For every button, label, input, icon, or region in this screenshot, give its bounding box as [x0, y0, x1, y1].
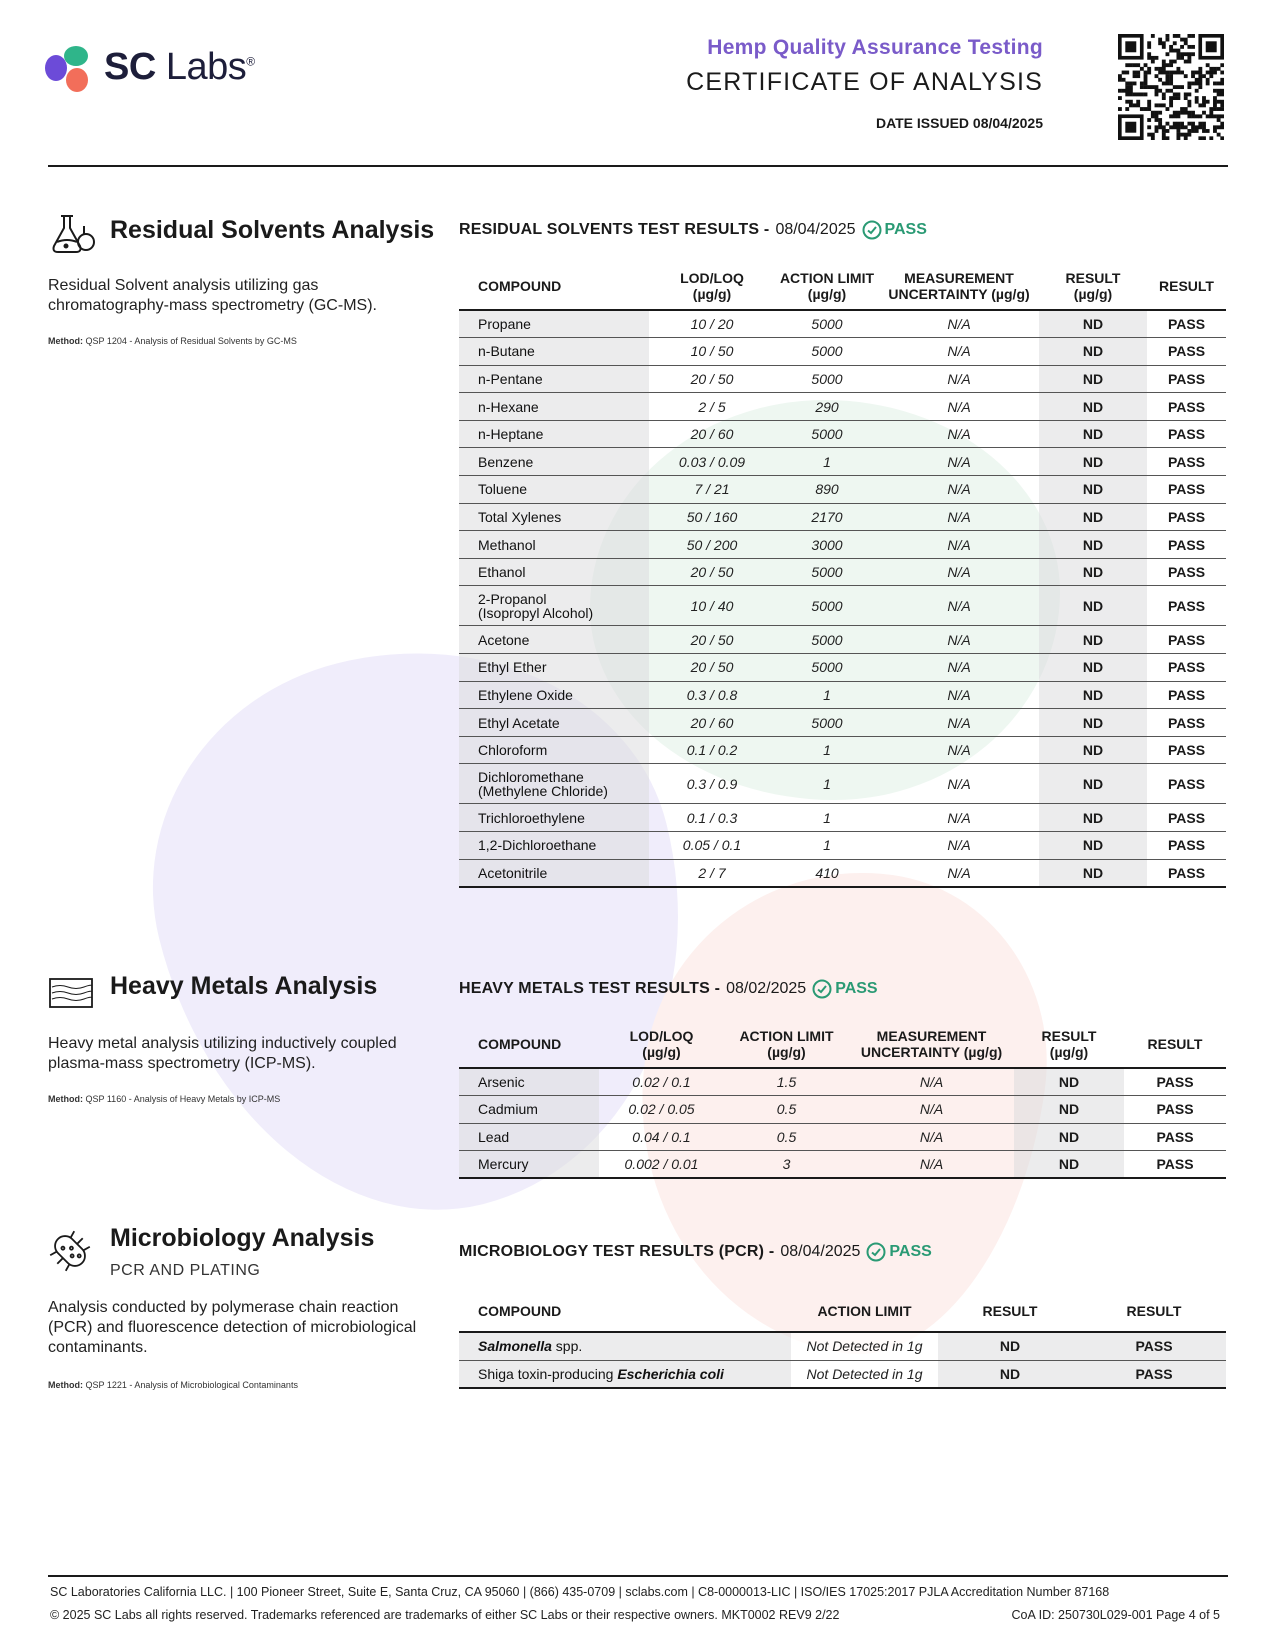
result-status: PASS	[1167, 631, 1206, 648]
action-limit: 1	[823, 742, 831, 759]
table-row	[459, 531, 1226, 559]
table-row	[459, 626, 1226, 654]
action-limit: 2170	[811, 508, 843, 525]
action-limit: Not Detected in 1g	[791, 1360, 938, 1388]
metals-pass-badge: PASS	[812, 979, 877, 999]
measurement-uncertainty: N/A	[947, 343, 971, 360]
result-status: PASS	[1167, 597, 1206, 614]
table-row	[459, 1123, 1226, 1151]
action-limit: 0.5	[776, 1128, 797, 1145]
result-status: PASS	[1167, 508, 1206, 525]
action-limit: 1	[823, 775, 831, 792]
action-limit: Not Detected in 1g	[791, 1332, 938, 1360]
measurement-uncertainty: N/A	[947, 536, 971, 553]
footer-copyright	[50, 1608, 1230, 1622]
table-row	[459, 448, 1226, 476]
result-status: PASS	[1167, 316, 1206, 333]
result-value: ND	[1039, 503, 1147, 531]
lod-loq: 7 / 21	[694, 481, 730, 498]
residual-description: Residual Solvent analysis utilizing gas chromatography-mass spectrometry (GC-MS).	[48, 277, 377, 314]
compound-name: Mercury	[459, 1151, 599, 1179]
measurement-uncertainty: N/A	[947, 837, 971, 854]
measurement-uncertainty: N/A	[947, 686, 971, 703]
check-circle-icon	[862, 220, 882, 240]
column-header: MEASUREMENT UNCERTAINTY (µg/g)	[888, 269, 1030, 302]
result-value: ND	[1039, 338, 1147, 366]
result-status: PASS	[1167, 370, 1206, 387]
compound-name: Methanol	[459, 531, 649, 559]
column-header: COMPOUND	[478, 277, 562, 294]
result-value: ND	[1039, 736, 1147, 764]
compound-name: Arsenic	[459, 1068, 599, 1096]
footer-copyright-text: © 2025 SC Labs all rights reserved. Trademarks referenced are trademarks of either SC Labs or their respective owners. MKT0002 REV9 2/22	[50, 1608, 840, 1622]
table-row	[459, 764, 1226, 804]
column-header: ACTION LIMIT	[817, 1302, 912, 1319]
lod-loq: 10 / 40	[690, 597, 734, 614]
residual-method: Method: QSP 1204 - Analysis of Residual Solvents by GC-MS	[48, 336, 297, 346]
micro-method: Method: QSP 1221 - Analysis of Microbiological Contaminants	[48, 1380, 298, 1390]
action-limit: 3	[782, 1156, 791, 1173]
action-limit: 1	[823, 453, 831, 470]
column-header: RESULT	[1147, 1035, 1203, 1052]
lod-loq: 20 / 50	[690, 659, 734, 676]
table-row	[459, 503, 1226, 531]
compound-name: Acetone	[459, 626, 649, 654]
action-limit: 410	[815, 864, 839, 881]
result-value: ND	[1039, 764, 1147, 804]
table-row	[459, 365, 1226, 393]
table-row	[459, 736, 1226, 764]
result-value: ND	[1014, 1096, 1124, 1124]
measurement-uncertainty: N/A	[947, 775, 971, 792]
table-row	[459, 338, 1226, 366]
column-header: RESULT	[1126, 1302, 1182, 1319]
result-value: ND	[1039, 832, 1147, 860]
table-row	[459, 1332, 1226, 1360]
sc-labs-logo	[42, 42, 272, 102]
micro-results-date: 08/04/2025	[780, 1243, 861, 1260]
date-issued: DATE ISSUED 08/04/2025	[875, 115, 1043, 131]
result-value: ND	[1039, 586, 1147, 626]
column-header: RESULT	[1159, 277, 1214, 294]
result-value: ND	[1039, 709, 1147, 737]
measurement-uncertainty: N/A	[947, 809, 971, 826]
lod-loq: 2 / 7	[698, 864, 726, 881]
result-status: PASS	[1167, 564, 1206, 581]
result-status: PASS	[1167, 426, 1206, 443]
measurement-uncertainty: N/A	[947, 481, 971, 498]
compound-name: Dichloromethane (Methylene Chloride)	[459, 764, 649, 804]
compound-name: Ethylene Oxide	[459, 681, 649, 709]
lod-loq: 20 / 60	[690, 714, 734, 731]
metal-bars-icon	[48, 975, 96, 1019]
result-status: PASS	[1156, 1128, 1194, 1145]
report-title: CERTIFICATE OF ANALYSIS	[686, 68, 1043, 96]
compound-name: Cadmium	[459, 1096, 599, 1124]
action-limit: 5000	[811, 426, 843, 443]
check-circle-icon	[812, 979, 832, 999]
lod-loq: 0.1 / 0.3	[686, 809, 738, 826]
compound-name: n-Hexane	[459, 393, 649, 421]
result-value: ND	[1039, 531, 1147, 559]
measurement-uncertainty: N/A	[947, 597, 971, 614]
result-status: PASS	[1167, 809, 1206, 826]
result-status: PASS	[1082, 1332, 1226, 1360]
compound-name: Ethanol	[459, 558, 649, 586]
compound-name: Chloroform	[459, 736, 649, 764]
footer-coa-id: CoA ID: 250730L029-001 Page 4 of 5	[1011, 1608, 1220, 1622]
result-value: ND	[1039, 626, 1147, 654]
residual-results-header	[459, 220, 927, 240]
lod-loq: 0.1 / 0.2	[686, 742, 738, 759]
action-limit: 5000	[811, 370, 843, 387]
logo-text-bold: SC	[104, 46, 156, 88]
lod-loq: 50 / 200	[686, 536, 738, 553]
qr-code-icon[interactable]	[1118, 34, 1224, 140]
column-header: LOD/LOQ (µg/g)	[680, 269, 744, 302]
micro-description: Analysis conducted by polymerase chain reaction (PCR) and fluorescence detection of microbiological contaminants.	[48, 1299, 417, 1356]
result-status: PASS	[1167, 536, 1206, 553]
table-row	[459, 310, 1226, 338]
column-header: RESULT (µg/g)	[1065, 269, 1121, 302]
compound-name: n-Pentane	[459, 365, 649, 393]
action-limit: 5000	[811, 714, 843, 731]
compound-name: Trichloroethylene	[459, 804, 649, 832]
measurement-uncertainty: N/A	[947, 864, 971, 881]
result-value: ND	[1039, 681, 1147, 709]
table-row	[459, 558, 1226, 586]
residual-results-date: 08/04/2025	[775, 221, 856, 238]
action-limit: 5000	[811, 597, 843, 614]
table-row	[459, 709, 1226, 737]
compound-name: Ethyl Ether	[459, 654, 649, 682]
compound-name: Acetonitrile	[459, 859, 649, 887]
result-value: ND	[1039, 365, 1147, 393]
compound-name: Ethyl Acetate	[459, 709, 649, 737]
result-value: ND	[938, 1360, 1082, 1388]
result-status: PASS	[1156, 1156, 1194, 1173]
column-header: LOD/LOQ (µg/g)	[629, 1027, 694, 1060]
measurement-uncertainty: N/A	[947, 631, 971, 648]
measurement-uncertainty: N/A	[919, 1128, 944, 1145]
lod-loq: 20 / 50	[690, 370, 734, 387]
action-limit: 5000	[811, 343, 843, 360]
result-status: PASS	[1156, 1074, 1194, 1091]
result-status: PASS	[1167, 659, 1206, 676]
metals-title: Heavy Metals Analysis	[110, 972, 378, 1000]
measurement-uncertainty: N/A	[919, 1156, 944, 1173]
residual-pass-badge: PASS	[862, 220, 927, 240]
table-row	[459, 1068, 1226, 1096]
micro-results-label: MICROBIOLOGY TEST RESULTS (PCR) -	[459, 1243, 775, 1260]
action-limit: 890	[815, 481, 839, 498]
result-status: PASS	[1167, 398, 1206, 415]
lod-loq: 0.3 / 0.8	[686, 686, 738, 703]
logo-text: Labs	[165, 46, 247, 88]
lod-loq: 0.03 / 0.09	[678, 453, 746, 470]
micro-title: Microbiology Analysis	[110, 1224, 375, 1252]
measurement-uncertainty: N/A	[919, 1074, 944, 1091]
column-header: ACTION LIMIT (µg/g)	[739, 1027, 834, 1060]
column-header: ACTION LIMIT (µg/g)	[779, 269, 875, 302]
lod-loq: 10 / 50	[690, 343, 734, 360]
result-status: PASS	[1156, 1101, 1194, 1118]
metals-description: Heavy metal analysis utilizing inductively coupled plasma-mass spectrometry (ICP-MS).	[48, 1035, 397, 1072]
footer-address: SC Laboratories California LLC. | 100 Pioneer Street, Suite E, Santa Cruz, CA 95060 | (866) 435-0709 | sclabs.com | C8-0000013-LIC | ISO/IES 17025:2017 PJLA Accreditation Number 87168	[50, 1585, 1110, 1599]
result-status: PASS	[1167, 481, 1206, 498]
result-value: ND	[1039, 859, 1147, 887]
result-value: ND	[1039, 420, 1147, 448]
table-row	[459, 1096, 1226, 1124]
action-limit: 1	[823, 809, 831, 826]
measurement-uncertainty: N/A	[947, 316, 971, 333]
metals-results-date: 08/02/2025	[726, 980, 807, 997]
result-status: PASS	[1082, 1360, 1226, 1388]
action-limit: 1	[823, 686, 831, 703]
compound-name: Toluene	[459, 476, 649, 504]
compound-name: n-Butane	[459, 338, 649, 366]
measurement-uncertainty: N/A	[947, 398, 971, 415]
compound-name: n-Heptane	[459, 420, 649, 448]
result-value: ND	[1039, 476, 1147, 504]
lod-loq: 0.3 / 0.9	[686, 775, 738, 792]
table-header-row	[459, 262, 1226, 310]
result-status: PASS	[1167, 837, 1206, 854]
lod-loq: 10 / 20	[690, 316, 734, 333]
header-divider	[48, 165, 1228, 167]
logo-registered: ®	[246, 54, 255, 69]
lod-loq: 0.05 / 0.1	[682, 837, 742, 854]
column-header: COMPOUND	[478, 1302, 562, 1319]
table-row	[459, 804, 1226, 832]
column-header: RESULT	[982, 1302, 1038, 1319]
result-value: ND	[938, 1332, 1082, 1360]
compound-name: Propane	[459, 310, 649, 338]
result-value: ND	[1039, 804, 1147, 832]
micro-pass-badge: PASS	[866, 1242, 931, 1262]
lod-loq: 20 / 50	[690, 631, 734, 648]
result-value: ND	[1014, 1123, 1124, 1151]
compound-name: Lead	[459, 1123, 599, 1151]
metals-method: Method: QSP 1160 - Analysis of Heavy Metals by ICP-MS	[48, 1094, 281, 1104]
metals-results-header	[459, 979, 878, 999]
compound-name: Total Xylenes	[459, 503, 649, 531]
table-row	[459, 654, 1226, 682]
result-status: PASS	[1167, 864, 1206, 881]
metals-results-label: HEAVY METALS TEST RESULTS -	[459, 980, 721, 997]
lod-loq: 2 / 5	[698, 398, 726, 415]
result-status: PASS	[1167, 686, 1206, 703]
lod-loq: 0.02 / 0.1	[632, 1074, 691, 1091]
residual-results-label: RESIDUAL SOLVENTS TEST RESULTS -	[459, 221, 770, 238]
result-value: ND	[1039, 310, 1147, 338]
table-header-row	[459, 1290, 1226, 1332]
metals-results-table	[459, 1020, 1226, 1179]
compound-name: Shiga toxin-producing Escherichia coli	[459, 1360, 791, 1388]
report-subtitle: Hemp Quality Assurance Testing	[707, 36, 1043, 59]
microbe-icon	[48, 1228, 96, 1272]
result-value: ND	[1014, 1151, 1124, 1179]
table-row	[459, 1360, 1226, 1388]
result-status: PASS	[1167, 343, 1206, 360]
residual-title: Residual Solvents Analysis	[110, 216, 435, 244]
result-value: ND	[1039, 448, 1147, 476]
table-header-row	[459, 1020, 1226, 1068]
measurement-uncertainty: N/A	[947, 453, 971, 470]
action-limit: 5000	[811, 631, 843, 648]
table-row	[459, 681, 1226, 709]
lod-loq: 20 / 60	[690, 426, 734, 443]
result-status: PASS	[1167, 714, 1206, 731]
result-status: PASS	[1167, 453, 1206, 470]
compound-name: 1,2-Dichloroethane	[459, 832, 649, 860]
table-row	[459, 393, 1226, 421]
lod-loq: 0.002 / 0.01	[624, 1156, 699, 1173]
micro-results-table	[459, 1290, 1226, 1389]
measurement-uncertainty: N/A	[947, 564, 971, 581]
flask-icon	[48, 212, 96, 256]
footer-divider	[48, 1575, 1228, 1577]
result-value: ND	[1039, 558, 1147, 586]
table-row	[459, 586, 1226, 626]
action-limit: 5000	[811, 316, 843, 333]
table-row	[459, 859, 1226, 887]
compound-name: Salmonella spp.	[459, 1332, 791, 1360]
measurement-uncertainty: N/A	[947, 742, 971, 759]
header-titles	[686, 36, 1043, 131]
lod-loq: 0.02 / 0.05	[628, 1101, 695, 1118]
result-status: PASS	[1167, 775, 1206, 792]
lod-loq: 0.04 / 0.1	[632, 1128, 691, 1145]
result-value: ND	[1014, 1068, 1124, 1096]
result-value: ND	[1039, 393, 1147, 421]
action-limit: 5000	[811, 564, 843, 581]
compound-name: Benzene	[459, 448, 649, 476]
measurement-uncertainty: N/A	[947, 714, 971, 731]
measurement-uncertainty: N/A	[947, 370, 971, 387]
table-row	[459, 476, 1226, 504]
measurement-uncertainty: N/A	[947, 508, 971, 525]
action-limit: 5000	[811, 659, 843, 676]
table-row	[459, 420, 1226, 448]
action-limit: 1.5	[776, 1074, 797, 1091]
measurement-uncertainty: N/A	[947, 659, 971, 676]
measurement-uncertainty: N/A	[947, 426, 971, 443]
column-header: COMPOUND	[478, 1035, 562, 1052]
action-limit: 290	[815, 398, 839, 415]
measurement-uncertainty: N/A	[919, 1101, 944, 1118]
action-limit: 1	[823, 837, 831, 854]
table-row	[459, 1151, 1226, 1179]
action-limit: 0.5	[776, 1101, 797, 1118]
result-value: ND	[1039, 654, 1147, 682]
lod-loq: 20 / 50	[690, 564, 734, 581]
column-header: RESULT (µg/g)	[1041, 1027, 1097, 1060]
lod-loq: 50 / 160	[686, 508, 738, 525]
micro-subtitle: PCR AND PLATING	[110, 1262, 261, 1279]
table-row	[459, 832, 1226, 860]
check-circle-icon	[866, 1242, 886, 1262]
micro-results-header	[459, 1242, 932, 1262]
result-status: PASS	[1167, 742, 1206, 759]
residual-results-table	[459, 262, 1226, 888]
column-header: MEASUREMENT UNCERTAINTY (µg/g)	[860, 1027, 1003, 1060]
action-limit: 3000	[811, 536, 843, 553]
compound-name: 2-Propanol (Isopropyl Alcohol)	[459, 586, 649, 626]
